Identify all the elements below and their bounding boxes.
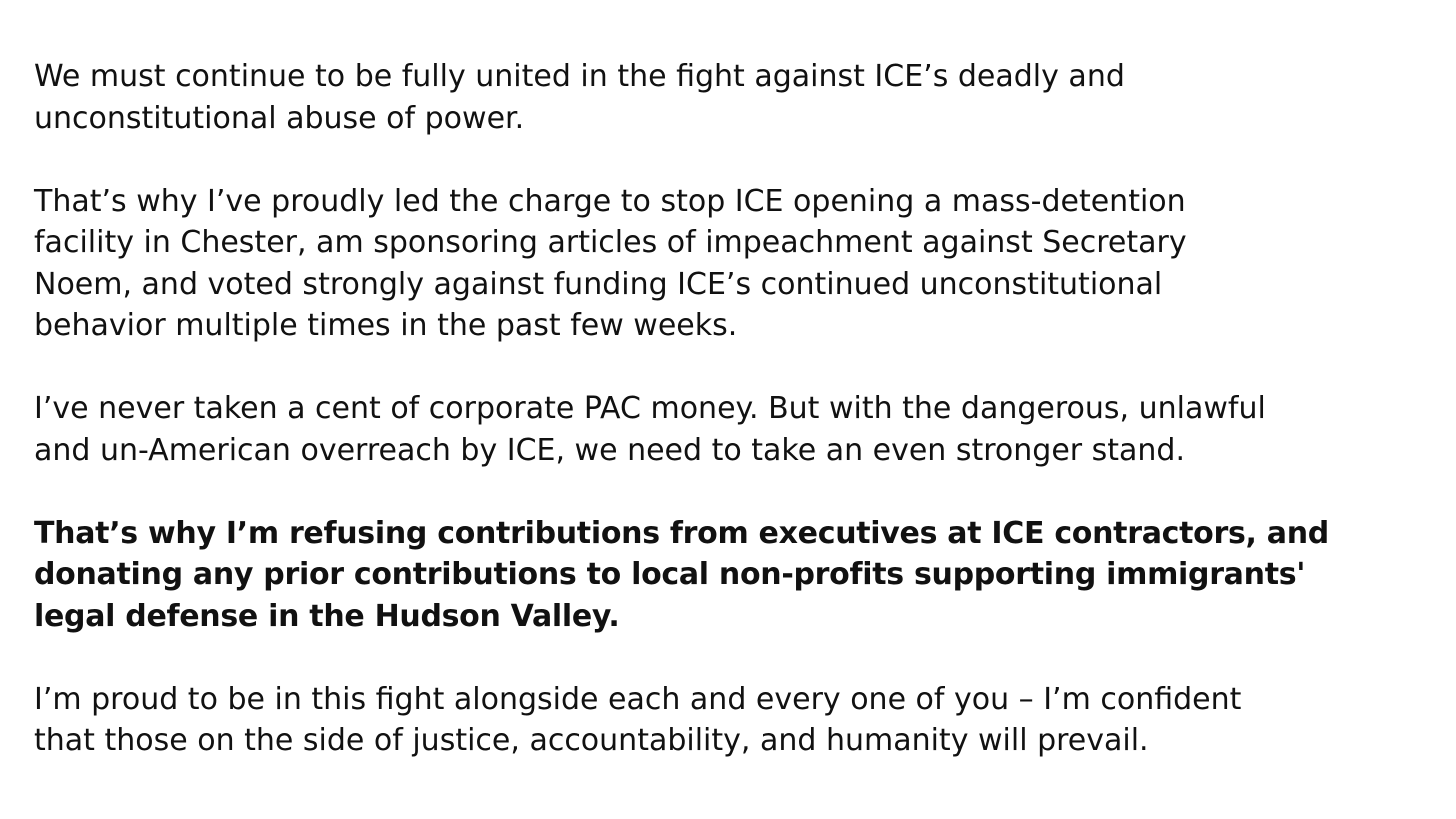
text-line: Noem, and voted strongly against funding ICE’s continued unconstitutional (34, 266, 1163, 302)
paragraph-actions-taken (34, 181, 1434, 347)
text-line: I’m proud to be in this fight alongside each and every one of you – I’m confident (34, 681, 1242, 717)
text-line: I’ve never taken a cent of corporate PAC money. But with the dangerous, unlawful (34, 391, 1266, 426)
paragraph-ice-united (34, 56, 1434, 139)
paragraph-closing (34, 679, 1434, 762)
paragraph-pac-money (34, 388, 1434, 471)
text-line: unconstitutional abuse of power. (34, 100, 525, 136)
text-line: We must continue to be fully united in the fight against ICE’s deadly and (34, 59, 1125, 94)
text-line: that those on the side of justice, accountability, and humanity will prevail. (34, 723, 1149, 758)
text-line: and un-American overreach by ICE, we need to take an even stronger stand. (34, 432, 1186, 468)
statement-document (34, 56, 1434, 762)
text-line: That’s why I’m refusing contributions from executives at ICE contractors, and (34, 515, 1329, 551)
text-line: That’s why I’ve proudly led the charge to stop ICE opening a mass-detention (34, 183, 1186, 219)
text-line: legal defense in the Hudson Valley. (34, 598, 620, 634)
text-line: donating any prior contributions to local non-profits supporting immigrants' (34, 557, 1306, 592)
text-line: behavior multiple times in the past few weeks. (34, 308, 738, 343)
text-line: facility in Chester, am sponsoring articles of impeachment against Secretary (34, 225, 1187, 260)
paragraph-refusing-contributions (34, 513, 1434, 638)
